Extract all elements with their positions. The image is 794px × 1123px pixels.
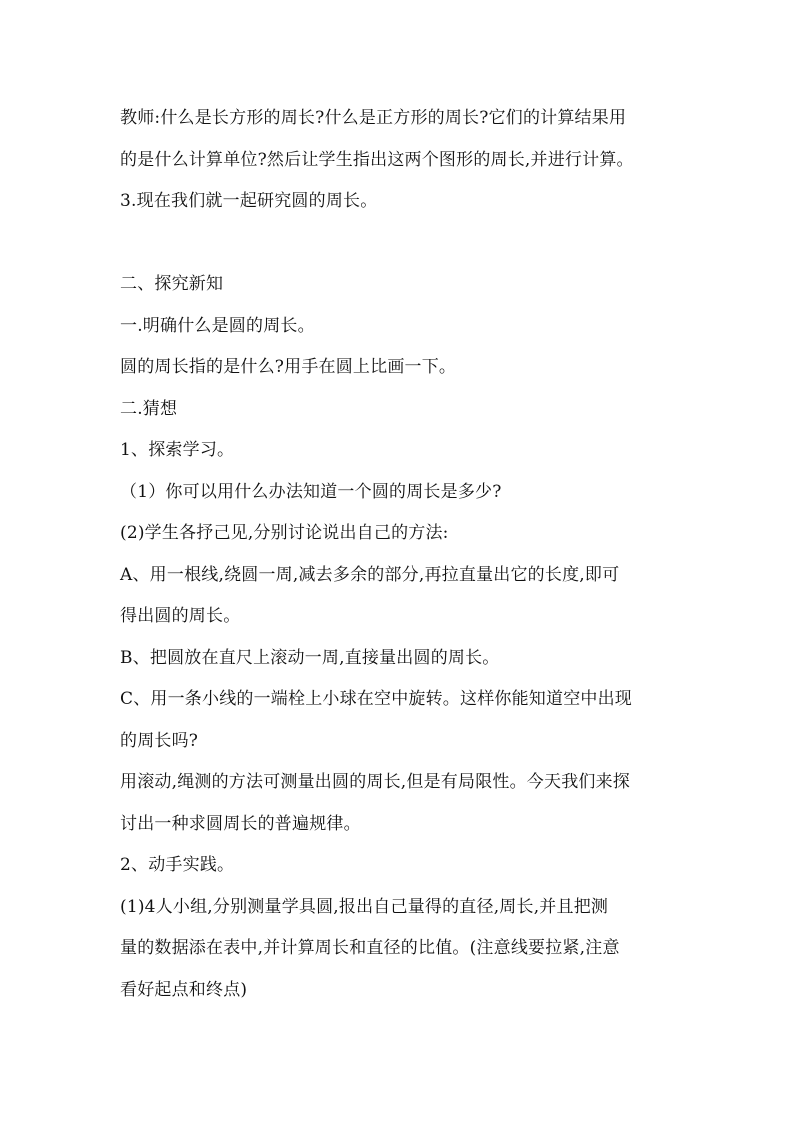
text-line-2: 的是什么计算单位?然后让学生指出这两个图形的周长,并进行计算。: [120, 150, 634, 170]
text-line-7: 二.猜想: [120, 399, 178, 419]
text-line-16: 用滚动,绳测的方法可测量出圆的周长,但是有局限性。今天我们来探: [120, 772, 631, 792]
text-line-15: 的周长吗?: [120, 731, 199, 751]
text-line-9: （1）你可以用什么办法知道一个圆的周长是多少?: [120, 482, 502, 502]
text-line-20: 量的数据添在表中,并计算周长和直径的比值。(注意线要拉紧,注意: [120, 938, 620, 958]
text-line-1: 教师:什么是长方形的周长?什么是正方形的周长?它们的计算结果用: [120, 108, 627, 128]
text-line-3: 3.现在我们就一起研究圆的周长。: [120, 191, 378, 211]
text-line-11: A、用一根线,绕圆一周,减去多余的部分,再拉直量出它的长度,即可: [120, 565, 620, 585]
text-line-6: 圆的周长指的是什么?用手在圆上比画一下。: [120, 357, 457, 377]
text-line-13: B、把圆放在直尺上滚动一周,直接量出圆的周长。: [120, 648, 500, 668]
text-line-12: 得出圆的周长。: [120, 606, 241, 626]
text-line-14: C、用一条小线的一端栓上小球在空中旋转。这样你能知道空中出现: [120, 689, 633, 709]
text-line-5: 一.明确什么是圆的周长。: [120, 316, 315, 336]
text-line-8: 1、探索学习。: [120, 440, 235, 460]
text-line-10: (2)学生各抒己见,分别讨论说出自己的方法:: [120, 523, 449, 543]
text-line-21: 看好起点和终点): [120, 980, 248, 1000]
text-line-19: (1)4人小组,分别测量学具圆,报出自己量得的直径,周长,并且把测: [120, 897, 609, 917]
text-line-18: 2、动手实践。: [120, 855, 235, 875]
text-line-17: 讨出一种求圆周长的普遍规律。: [120, 814, 361, 834]
section-heading: 二、探究新知: [120, 274, 224, 294]
